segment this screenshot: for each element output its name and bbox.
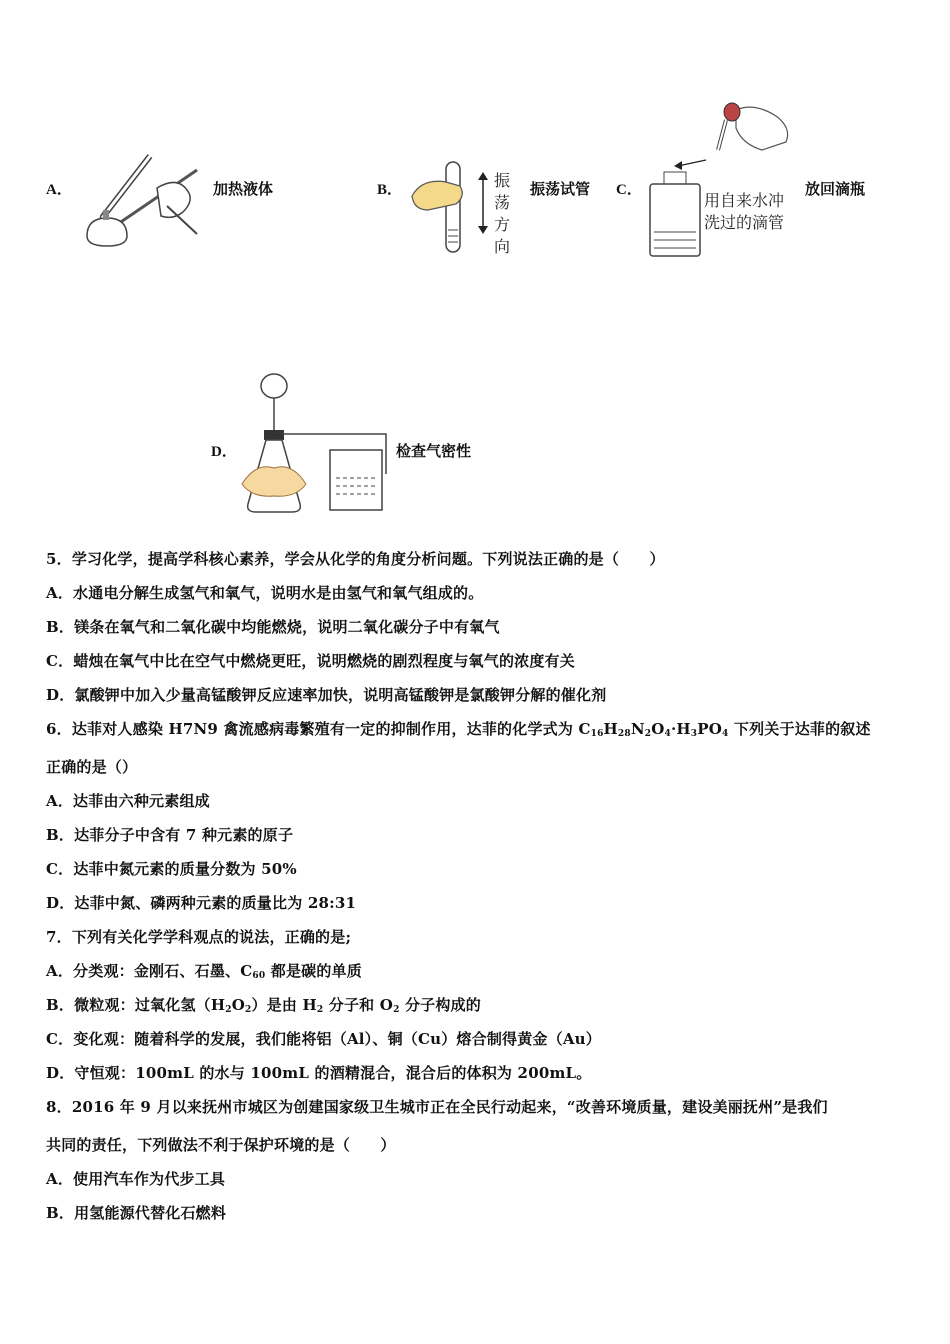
arrow-text-4: 向 [494, 237, 511, 256]
shake-direction-arrow-icon [476, 172, 490, 234]
formula-h2-n: 3 [690, 729, 698, 739]
option-c-caption: 放回滴瓶 [805, 180, 866, 198]
dropper-bottle-figure [644, 100, 799, 260]
arrow-text-3: 方 [494, 215, 511, 234]
q8-option-a: A．使用汽车作为代步工具 [46, 1170, 226, 1188]
q6-stem-line2: 正确的是（） [46, 758, 138, 776]
q5-stem: 5．学习化学，提高学科核心素养，学会从化学的角度分析问题。下列说法正确的是（ ） [46, 550, 665, 568]
q7-b-pre: B．微粒观：过氧化氢（H [46, 996, 226, 1014]
q7-b-sub1: 2 [225, 1005, 232, 1015]
q7-b-mid1: O [231, 996, 246, 1014]
arrow-text-1: 振 [494, 171, 511, 190]
q7-b-post: 分子构成的 [399, 996, 481, 1014]
q5-option-d: D．氯酸钾中加入少量高锰酸钾反应速率加快，说明高锰酸钾是氯酸钾分解的催化剂 [46, 686, 607, 704]
q8-stem-line2: 共同的责任，下列做法不利于保护环境的是（ ） [46, 1136, 396, 1154]
option-c-label: C． [616, 182, 642, 198]
q5-option-a: A．水通电分解生成氢气和氧气，说明水是由氢气和氧气组成的。 [46, 584, 484, 602]
arrow-text-2: 荡 [494, 193, 511, 212]
q7-stem: 7．下列有关化学学科观点的说法，正确的是; [46, 928, 352, 946]
q5-option-b: B．镁条在氧气和二氧化碳中均能燃烧，说明二氧化碳分子中有氧气 [46, 618, 500, 636]
heating-liquid-figure [72, 148, 202, 260]
option-a-caption: 加热液体 [213, 180, 274, 198]
q7-option-c: C．变化观：随着科学的发展，我们能将铝（Al）、铜（Cu）熔合制得黄金（Au） [46, 1030, 601, 1048]
option-b-caption: 振荡试管 [530, 180, 591, 198]
q6-option-c: C．达菲中氮元素的质量分数为 50% [46, 860, 297, 878]
q5-option-c: C．蜡烛在氧气中比在空气中燃烧更旺，说明燃烧的剧烈程度与氧气的浓度有关 [46, 652, 575, 670]
formula-c: C [578, 720, 591, 738]
q7-b-sub2: 2 [245, 1005, 252, 1015]
option-a-label: A． [46, 182, 72, 198]
q7-b-sub4: 2 [393, 1005, 400, 1015]
formula-n: N [630, 720, 645, 738]
q7-option-a [46, 960, 362, 981]
q7-option-d: D．守恒观：100mL 的水与 100mL 的酒精混合，混合后的体积为 200mL。 [46, 1064, 592, 1082]
formula-h-n: 28 [617, 729, 631, 739]
q7-a-post: 都是碳的单质 [265, 962, 362, 980]
dropper-note-line2: 洗过的滴管 [704, 213, 785, 232]
q7-b-sub3: 2 [316, 1005, 324, 1015]
q7-option-b [46, 994, 481, 1015]
q6-option-d: D．达菲中氮、磷两种元素的质量比为 28:31 [46, 894, 357, 912]
q8-stem: 8．2016 年 9 月以来抚州市城区为创建国家级卫生城市正在全民行动起来，“改善环境质量，建设美丽抚州”是我们 [46, 1098, 828, 1116]
q8-option-b: B．用氢能源代替化石燃料 [46, 1204, 227, 1222]
q6-option-a: A．达菲由六种元素组成 [46, 792, 210, 810]
option-d-label: D． [211, 444, 237, 460]
q6-option-b: B．达菲分子中含有 7 种元素的原子 [46, 826, 294, 844]
q6-stem [46, 718, 871, 739]
formula-c-n: 16 [590, 729, 604, 739]
q7-a-pre: A．分类观：金刚石、石墨、C [46, 962, 253, 980]
q7-b-mid2: ）是由 H [251, 996, 317, 1014]
option-d-caption: 检查气密性 [396, 442, 472, 460]
formula-o-n: 4 [664, 729, 671, 739]
airtightness-check-figure [238, 372, 388, 518]
dropper-note-line1: 用自来水冲 [704, 191, 785, 210]
q6-stem-post: 下列关于达菲的叙述 [728, 720, 871, 738]
formula-po: PO [697, 720, 723, 738]
formula-o: O [651, 720, 665, 738]
q7-b-mid3: 分子和 O [323, 996, 394, 1014]
option-b-label: B． [377, 182, 403, 198]
formula-po-n: 4 [722, 729, 729, 739]
formula-h: H [603, 720, 618, 738]
formula-n-n: 2 [644, 729, 652, 739]
formula-dot: ·H [671, 720, 691, 738]
q7-a-sub: 60 [252, 971, 266, 981]
q6-stem-pre: 6．达菲对人感染 H7N9 禽流感病毒繁殖有一定的抑制作用，达菲的化学式为 [46, 720, 579, 738]
